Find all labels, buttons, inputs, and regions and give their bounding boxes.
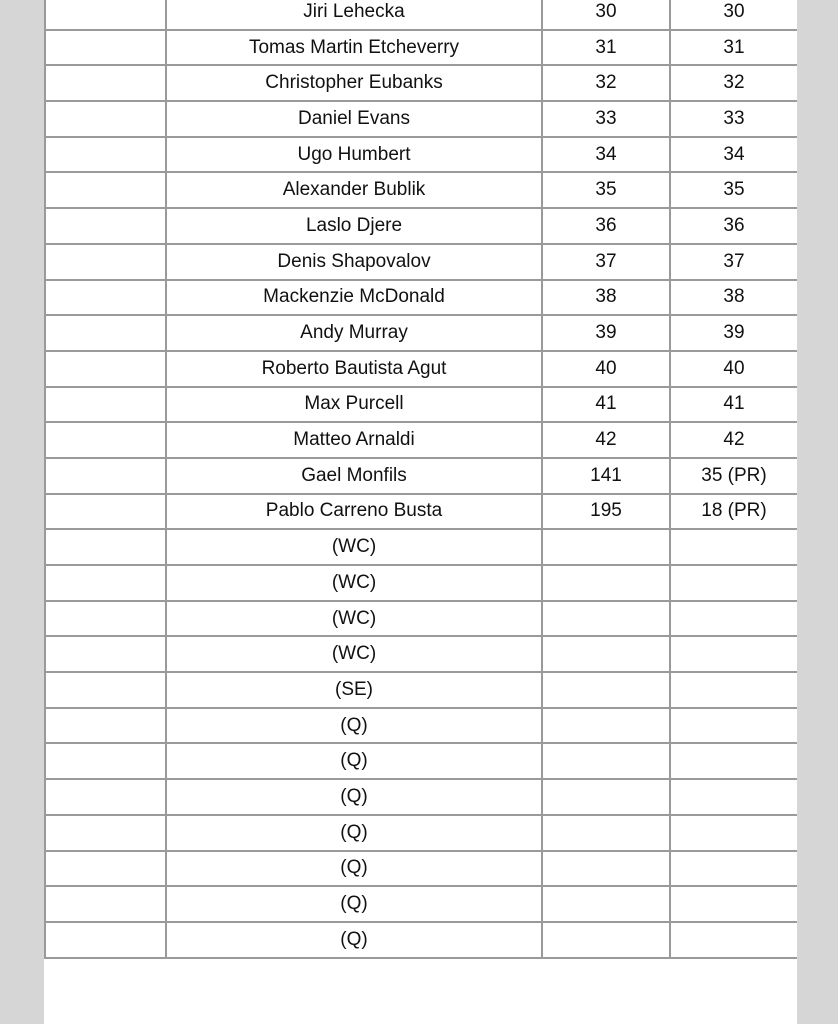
ranking-cell: 38: [542, 280, 670, 316]
entry-rank-cell: [670, 743, 797, 779]
table-row: [45, 779, 797, 815]
seed-cell: [45, 244, 166, 280]
ranking-cell: 33: [542, 101, 670, 137]
ranking-cell: 30: [542, 0, 670, 30]
seed-cell: [45, 422, 166, 458]
entry-rank-cell: [670, 779, 797, 815]
table-row: [45, 30, 797, 66]
ranking-cell: 141: [542, 458, 670, 494]
seed-cell: [45, 101, 166, 137]
table-row: [45, 244, 797, 280]
player-name-cell: (Q): [166, 886, 542, 922]
player-name-cell: Pablo Carreno Busta: [166, 494, 542, 530]
ranking-cell: 42: [542, 422, 670, 458]
seed-cell: [45, 137, 166, 173]
seed-cell: [45, 601, 166, 637]
entry-rank-cell: 34: [670, 137, 797, 173]
seed-cell: [45, 208, 166, 244]
player-name-cell: Jiri Lehecka: [166, 0, 542, 30]
seed-cell: [45, 65, 166, 101]
seed-cell: [45, 315, 166, 351]
entry-rank-cell: [670, 565, 797, 601]
entry-rank-cell: [670, 601, 797, 637]
ranking-cell: [542, 779, 670, 815]
ranking-cell: [542, 636, 670, 672]
entry-list-body: [45, 0, 797, 958]
player-name-cell: (Q): [166, 922, 542, 958]
seed-cell: [45, 851, 166, 887]
ranking-cell: 34: [542, 137, 670, 173]
entry-rank-cell: 33: [670, 101, 797, 137]
table-row: [45, 708, 797, 744]
table-row: [45, 422, 797, 458]
player-name-cell: Max Purcell: [166, 387, 542, 423]
ranking-cell: [542, 922, 670, 958]
ranking-cell: [542, 815, 670, 851]
seed-cell: [45, 351, 166, 387]
player-name-cell: Mackenzie McDonald: [166, 280, 542, 316]
ranking-cell: 41: [542, 387, 670, 423]
ranking-cell: [542, 672, 670, 708]
ranking-cell: 195: [542, 494, 670, 530]
ranking-cell: [542, 708, 670, 744]
seed-cell: [45, 636, 166, 672]
table-row: [45, 0, 797, 30]
table-row: [45, 494, 797, 530]
player-name-cell: Ugo Humbert: [166, 137, 542, 173]
ranking-cell: 35: [542, 172, 670, 208]
ranking-cell: 37: [542, 244, 670, 280]
player-name-cell: (Q): [166, 779, 542, 815]
seed-cell: [45, 672, 166, 708]
entry-rank-cell: 36: [670, 208, 797, 244]
table-row: [45, 529, 797, 565]
ranking-cell: 36: [542, 208, 670, 244]
table-row: [45, 922, 797, 958]
entry-rank-cell: [670, 851, 797, 887]
entry-rank-cell: 31: [670, 30, 797, 66]
table-row: [45, 351, 797, 387]
table-row: [45, 101, 797, 137]
entry-rank-cell: 41: [670, 387, 797, 423]
ranking-cell: [542, 851, 670, 887]
table-row: [45, 315, 797, 351]
player-name-cell: Christopher Eubanks: [166, 65, 542, 101]
seed-cell: [45, 387, 166, 423]
entry-rank-cell: [670, 672, 797, 708]
ranking-cell: [542, 601, 670, 637]
seed-cell: [45, 494, 166, 530]
seed-cell: [45, 779, 166, 815]
entry-rank-cell: 37: [670, 244, 797, 280]
entry-rank-cell: [670, 708, 797, 744]
ranking-cell: 32: [542, 65, 670, 101]
entry-rank-cell: 42: [670, 422, 797, 458]
seed-cell: [45, 0, 166, 30]
entry-rank-cell: [670, 886, 797, 922]
table-row: [45, 601, 797, 637]
player-name-cell: (Q): [166, 743, 542, 779]
player-name-cell: (SE): [166, 672, 542, 708]
seed-cell: [45, 30, 166, 66]
entry-rank-cell: [670, 922, 797, 958]
seed-cell: [45, 280, 166, 316]
entry-rank-cell: 38: [670, 280, 797, 316]
seed-cell: [45, 886, 166, 922]
player-name-cell: (WC): [166, 529, 542, 565]
ranking-cell: [542, 886, 670, 922]
seed-cell: [45, 172, 166, 208]
entry-list-sheet: [44, 0, 797, 1024]
player-name-cell: Daniel Evans: [166, 101, 542, 137]
entry-rank-cell: 18 (PR): [670, 494, 797, 530]
player-name-cell: Tomas Martin Etcheverry: [166, 30, 542, 66]
table-row: [45, 280, 797, 316]
table-row: [45, 672, 797, 708]
table-row: [45, 636, 797, 672]
seed-cell: [45, 815, 166, 851]
table-row: [45, 851, 797, 887]
entry-rank-cell: 35 (PR): [670, 458, 797, 494]
player-name-cell: Andy Murray: [166, 315, 542, 351]
ranking-cell: 39: [542, 315, 670, 351]
player-name-cell: (Q): [166, 851, 542, 887]
table-row: [45, 743, 797, 779]
entry-list-table: [44, 0, 797, 959]
table-row: [45, 387, 797, 423]
seed-cell: [45, 708, 166, 744]
seed-cell: [45, 922, 166, 958]
player-name-cell: Roberto Bautista Agut: [166, 351, 542, 387]
entry-rank-cell: 40: [670, 351, 797, 387]
table-row: [45, 815, 797, 851]
seed-cell: [45, 743, 166, 779]
player-name-cell: (WC): [166, 601, 542, 637]
entry-rank-cell: 39: [670, 315, 797, 351]
ranking-cell: 31: [542, 30, 670, 66]
entry-rank-cell: 32: [670, 65, 797, 101]
player-name-cell: (WC): [166, 565, 542, 601]
player-name-cell: Denis Shapovalov: [166, 244, 542, 280]
entry-rank-cell: 30: [670, 0, 797, 30]
table-row: [45, 886, 797, 922]
player-name-cell: Laslo Djere: [166, 208, 542, 244]
table-row: [45, 208, 797, 244]
seed-cell: [45, 565, 166, 601]
table-row: [45, 565, 797, 601]
ranking-cell: [542, 743, 670, 779]
entry-rank-cell: [670, 815, 797, 851]
player-name-cell: Alexander Bublik: [166, 172, 542, 208]
table-row: [45, 65, 797, 101]
table-row: [45, 137, 797, 173]
seed-cell: [45, 529, 166, 565]
player-name-cell: Matteo Arnaldi: [166, 422, 542, 458]
player-name-cell: Gael Monfils: [166, 458, 542, 494]
seed-cell: [45, 458, 166, 494]
ranking-cell: 40: [542, 351, 670, 387]
player-name-cell: (Q): [166, 815, 542, 851]
entry-rank-cell: [670, 529, 797, 565]
table-row: [45, 172, 797, 208]
ranking-cell: [542, 565, 670, 601]
player-name-cell: (Q): [166, 708, 542, 744]
player-name-cell: (WC): [166, 636, 542, 672]
entry-rank-cell: [670, 636, 797, 672]
ranking-cell: [542, 529, 670, 565]
table-row: [45, 458, 797, 494]
entry-rank-cell: 35: [670, 172, 797, 208]
